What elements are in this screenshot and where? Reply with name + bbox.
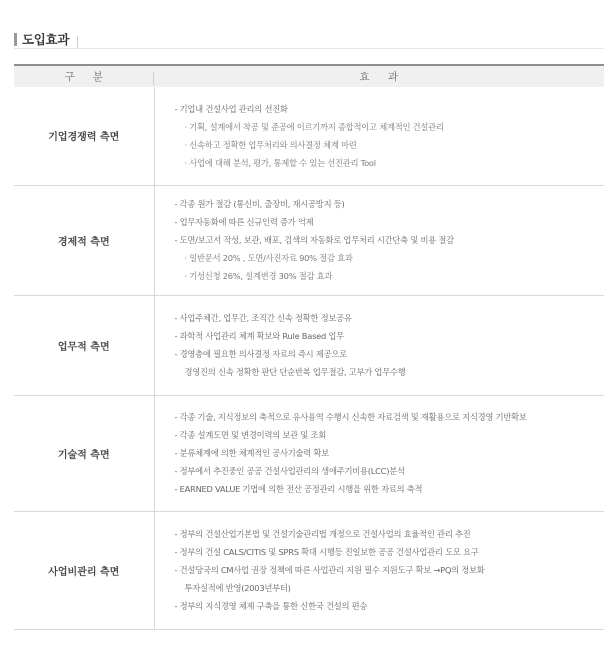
effect-item: - 정부에서 추진중인 공공 건설사업관리의 생애주기비용(LCC)분석 — [174, 466, 405, 476]
header-category: 구 분 — [14, 65, 154, 87]
row-category: 기업경쟁력 측면 — [14, 87, 154, 185]
row-category: 업무적 측면 — [14, 295, 154, 395]
effect-item: - 기업내 건설사업 관리의 선진화 — [174, 103, 288, 114]
effect-item: - 건설당국의 CM사업 권장 정책에 따른 사업관리 지원 필수 지원도구 확보 →PQ의 정보화 — [174, 565, 485, 575]
table-row — [14, 87, 604, 185]
table-header-row — [14, 65, 604, 87]
effect-item: 경영진의 신속 정확한 판단 단순반복 업무절감, 고부가 업무수행 — [184, 367, 406, 377]
effect-item: - 각종 기술, 지식정보의 축적으로 유사용역 수행시 신속한 자료검색 및 재활용으로 지식경영 기반확보 — [174, 412, 527, 422]
effect-sub-item: · 사업에 대해 분석, 평가, 통제할 수 있는 선진관리 Tool — [184, 157, 376, 168]
effect-item: - 분류체계에 의한 체계적인 공사기술력 확보 — [174, 448, 329, 458]
effect-item: - 정부의 지식경영 체제 구축을 통한 신한국 건설의 편승 — [174, 601, 368, 611]
effect-item: - 도면/보고서 작성, 보관, 배포, 검색의 자동화로 업무처리 시간단축 및 비용 절감 — [174, 235, 454, 245]
effect-item: - EARNED VALUE 기법에 의한 전산 공정관리 시행을 위한 자료의 축적 — [174, 484, 423, 494]
effects-table — [14, 64, 604, 630]
title-bar-marker — [14, 33, 17, 46]
table-row — [14, 295, 604, 395]
effect-item: - 정부의 건설산업기본법 및 건설기술관리법 개정으로 건설사업의 효율적인 관리 추진 — [174, 529, 471, 539]
row-effects — [154, 511, 604, 629]
row-category: 사업비관리 측면 — [14, 511, 154, 629]
effect-item: - 과학적 사업관리 체계 확보와 Rule Based 업무 — [174, 331, 344, 341]
effect-sub-item: · 신속하고 정확한 업무처리와 의사결정 체계 마련 — [184, 139, 357, 150]
row-effects — [154, 185, 604, 295]
effect-sub-item: · 기성신청 26%, 설계변경 30% 절감 효과 — [184, 271, 333, 281]
effect-item: - 경영층에 필요한 의사결정 자료의 즉시 제공으로 — [174, 349, 347, 359]
row-effects — [154, 87, 604, 185]
header-effect: 효 과 — [154, 65, 604, 87]
table-row — [14, 511, 604, 629]
section-title — [14, 28, 78, 50]
effect-item: 투자실적에 반영(2003년부터) — [184, 583, 291, 593]
effect-item: - 사업주체간, 업무간, 조직간 신속 정확한 정보공유 — [174, 313, 352, 323]
row-effects — [154, 295, 604, 395]
table-row — [14, 185, 604, 295]
title-divider — [77, 36, 78, 48]
section-title-text: 도입효과 — [22, 32, 70, 47]
effect-sub-item: · 일반문서 20% , 도면/사진자료 90% 절감 효과 — [184, 253, 353, 263]
effect-item: - 정부의 건설 CALS/CITIS 및 SPRS 확대 시행등 진일보한 공공 건설사업관리 도모 요구 — [174, 547, 479, 557]
effect-item: - 각종 원가 절감 (통신비, 출장비, 재시공방지 등) — [174, 199, 345, 209]
row-effects — [154, 395, 604, 511]
effect-item: - 업무자동화에 따른 신규인력 증가 억제 — [174, 217, 314, 227]
effect-item: - 각종 설계도면 및 변경이력의 보관 및 조회 — [174, 430, 326, 440]
effect-sub-item: · 기획, 설계에서 착공 및 준공에 이르기까지 종합적이고 체계적인 건설관리 — [184, 121, 444, 132]
table-row — [14, 395, 604, 511]
row-category: 기술적 측면 — [14, 395, 154, 511]
title-underline — [14, 48, 604, 49]
row-category: 경제적 측면 — [14, 185, 154, 295]
